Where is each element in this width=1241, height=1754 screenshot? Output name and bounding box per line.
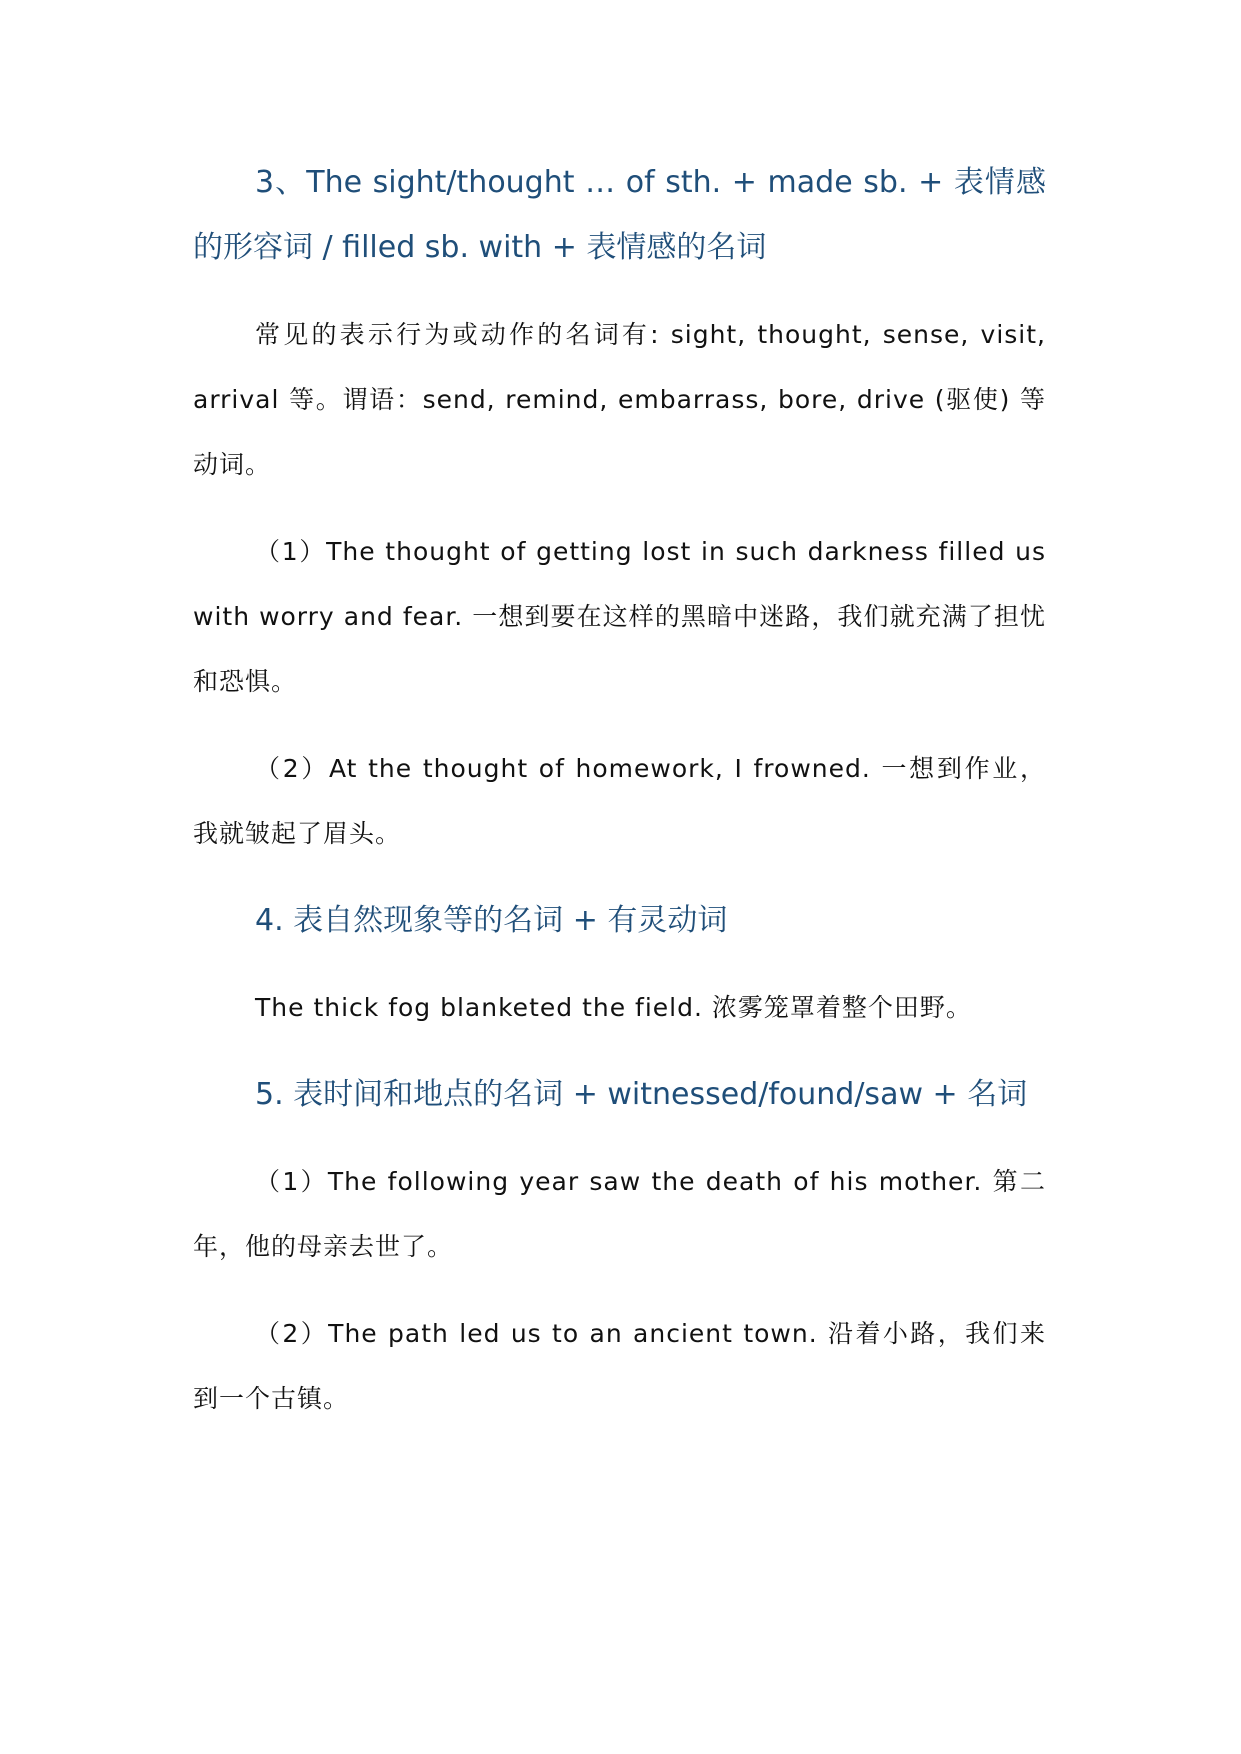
spacer xyxy=(193,1279,1046,1301)
spacer xyxy=(193,1040,1046,1062)
example-sentence-fog: The thick fog blanketed the field. 浓雾笼罩着整个田野。 xyxy=(255,993,972,1022)
spacer xyxy=(193,866,1046,888)
example-sentence-year: （1）The following year saw the death of his mother. 第二年，他的母亲去世了。 xyxy=(193,1167,1046,1261)
example-sentence-path: （2）The path led us to an ancient town. 沿着小路，我们来到一个古镇。 xyxy=(193,1319,1046,1413)
paragraph-noun-list: 常见的表示行为或动作的名词有: sight, thought, sense, visit, arrival 等。谓语：send, remind, embarrass, bore, drive (驱使) 等动词。 xyxy=(193,320,1046,479)
section-heading-3: 3、The sight/thought … of sth. + made sb. + 表情感的形容词 / filled sb. with + 表情感的名词 xyxy=(193,165,1046,265)
example-sentence-1: （1）The thought of getting lost in such darkness filled us with worry and fear. 一想到要在这样的黑暗中迷路，我们就充满了担忧和恐惧。 xyxy=(193,537,1046,696)
example-sentence-2: （2）At the thought of homework, I frowned. 一想到作业，我就皱起了眉头。 xyxy=(193,754,1046,848)
document-body xyxy=(193,150,1046,1431)
section-heading-4: 4. 表自然现象等的名词 + 有灵动词 xyxy=(255,903,728,938)
spacer xyxy=(193,953,1046,975)
spacer xyxy=(193,497,1046,519)
spacer xyxy=(193,280,1046,302)
section-heading-5: 5. 表时间和地点的名词 + witnessed/found/saw + 名词 xyxy=(255,1077,1028,1112)
spacer xyxy=(193,714,1046,736)
spacer xyxy=(193,1127,1046,1149)
